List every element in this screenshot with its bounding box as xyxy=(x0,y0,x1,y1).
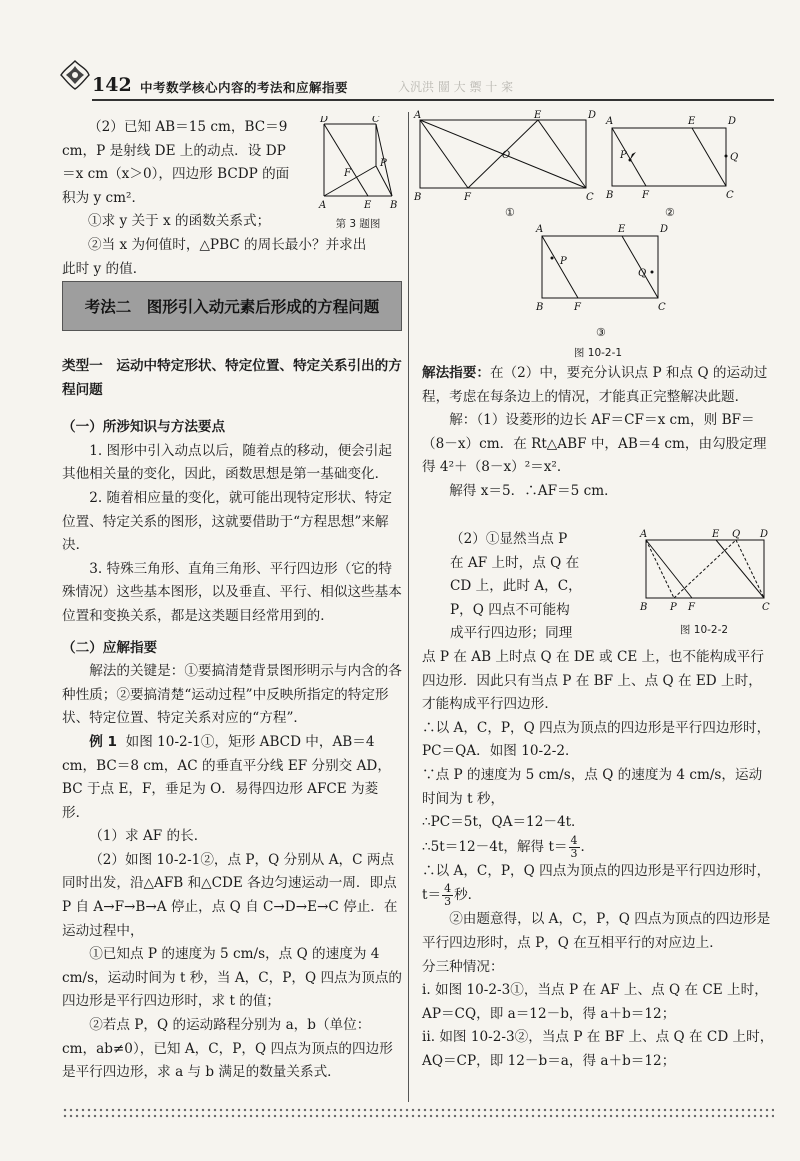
fig-3 xyxy=(535,224,668,313)
problem-line: （2）已知 AB＝15 cm，BC＝9 xyxy=(88,119,288,135)
sol-2: 解得 x＝5．∴AF＝5 cm． xyxy=(449,482,618,499)
svg-text:F: F xyxy=(344,168,351,179)
sol-9-end: 秒． xyxy=(454,887,482,904)
question-2a: ①已知点 P 的速度为 5 cm/s，点 Q 的速度为 4 cm/s，运动时间为 t 秒，当 A，C，P，Q 四点为顶点的四边形是平行四边形时，求 t 的值； xyxy=(62,946,403,1010)
problem-line: 积为 y cm²． xyxy=(62,189,146,206)
fig-label-3: ③ xyxy=(596,326,606,338)
sol-3-line: 成平行四边形；同理 xyxy=(450,625,573,642)
sol-11: 分三种情况： xyxy=(422,958,504,975)
fig-1 xyxy=(413,110,596,203)
point-3: 3. 特殊三角形、直角三角形、平行四边形（它的特殊情况）这些基本图形，以及垂直、平行、相似这些基本位置和变换关系，都是这类题目经常用到的． xyxy=(62,560,402,624)
header-rule xyxy=(92,99,774,101)
point-1: 1. 图形中引入动点以后，随着点的移动，便会引起其他相关量的变化，因此，函数思想是第一基础变化． xyxy=(62,442,392,483)
svg-text:D: D xyxy=(320,116,329,125)
svg-text:B: B xyxy=(606,190,614,201)
fraction-numerator: 4 xyxy=(444,882,452,896)
column-divider xyxy=(408,112,409,1102)
svg-text:B: B xyxy=(414,192,422,203)
sol-10: ②由题意得，以 A，C，P，Q 四点为顶点的四边形是平行四边形时，点 P，Q 在互相平行的对应边上． xyxy=(422,911,771,951)
svg-text:C: C xyxy=(372,116,380,125)
fraction-denominator: 3 xyxy=(570,846,578,860)
footer-ornament xyxy=(62,1107,774,1119)
svg-text:P: P xyxy=(560,256,567,267)
sol-8 xyxy=(422,835,774,860)
svg-text:A: A xyxy=(319,200,327,211)
sol-4: 点 P 在 AB 上时点 Q 在 DE 或 CE 上，也不能构成平行四边形．因此只有当点 P 在 BF 上、点 Q 在 ED 上时，才能构成平行四边形． xyxy=(422,649,764,713)
guide-text: 在（2）中，要充分认识点 P 和点 Q 的运动过程，考虑在每条边上的情况，才能真正完整解决此题． xyxy=(422,365,768,405)
sol-13: ii. 如图 10-2-3②，当点 P 在 BF 上、点 Q 在 CD 上时，AQ＝CP，即 12－b＝a，得 a＋b＝12； xyxy=(422,1029,774,1069)
svg-text:C: C xyxy=(586,192,594,203)
sol-7: ∴PC＝5t，QA＝12－4t． xyxy=(422,814,585,831)
type1-title: 类型一 运动中特定形状、特定位置、特定关系引出的方程问题 xyxy=(62,358,402,398)
sol-8-end: ． xyxy=(580,838,595,855)
question-1: （1）求 AF 的长． xyxy=(89,828,208,845)
figure-3-diagram xyxy=(310,116,406,216)
fraction-numerator: 4 xyxy=(570,833,578,847)
figure-3-caption: 第 3 题图 xyxy=(335,218,381,230)
right-body-bottom xyxy=(422,646,774,1074)
svg-text:Q: Q xyxy=(732,529,741,540)
svg-text:D: D xyxy=(728,116,737,127)
svg-text:C: C xyxy=(762,602,770,613)
problem-line: ①求 y 关于 x 的函数关系式； xyxy=(88,213,271,230)
svg-text:D: D xyxy=(588,110,597,121)
svg-text:P: P xyxy=(670,602,677,613)
svg-text:E: E xyxy=(364,200,372,211)
right-body-narrow xyxy=(422,528,632,646)
example-1 xyxy=(62,731,402,825)
figure-10-2-1-caption: 图 10-2-1 xyxy=(573,347,623,359)
figure-10-2-1-diagram xyxy=(412,108,776,338)
left-body xyxy=(62,355,402,1085)
svg-text:Q: Q xyxy=(730,152,739,163)
problem-line: ②当 x 为何值时，△PBC 的周长最小？并求出 xyxy=(88,237,367,253)
problem-line: cm，P 是射线 DE 上的动点．设 DP xyxy=(62,142,286,159)
sol-1: 解：（1）设菱形的边长 AF＝CF＝x cm，则 BF＝（8－x）cm．在 Rt△ABF 中，AB＝4 cm，由勾股定理得 4²＋（8－x）²＝x²． xyxy=(422,412,767,476)
key-method: 解法的关键是：①要搞清楚背景图形明示与内含的各种性质；②要搞清楚“运动过程”中反映所指定的特定形状、特定位置、特定关系对应的“方程”． xyxy=(62,663,402,727)
svg-text:B: B xyxy=(390,200,398,211)
problem-line: 此时 y 的值． xyxy=(62,260,147,277)
svg-text:F: F xyxy=(688,602,695,613)
svg-text:D: D xyxy=(660,224,669,235)
svg-text:C: C xyxy=(726,190,734,201)
sol-9-text: ∴以 A，C，P，Q 四点为顶点的四边形是平行四边形时，t＝ xyxy=(422,862,771,904)
sol-9 xyxy=(422,860,774,909)
svg-text:B: B xyxy=(536,302,544,313)
svg-text:E: E xyxy=(688,116,696,127)
svg-text:C: C xyxy=(658,302,666,313)
question-2: （2）如图 10-2-1②，点 P，Q 分别从 A，C 两点同时出发，沿△AFB 和△CDE 各边匀速运动一周．即点 P 自 A→F→B→A 停止，点 Q 自 C→D→E→C 停止．在运动过程中， xyxy=(62,851,398,939)
svg-text:A: A xyxy=(414,110,422,121)
sol-6: ∵点 P 的速度为 5 cm/s，点 Q 的速度为 4 cm/s，运动时间为 t 秒， xyxy=(422,766,763,807)
sol-5: ∴以 A，C，P，Q 四点为顶点的四边形是平行四边形时，PC＝QA．如图 10-2-2． xyxy=(422,719,771,760)
svg-text:A: A xyxy=(640,529,648,540)
figure-10-2-2-diagram xyxy=(636,528,774,618)
running-title: 中考数学核心内容的考法和应解指要 xyxy=(140,80,349,95)
svg-text:A: A xyxy=(536,224,544,235)
point-2: 2. 随着相应量的变化，就可能出现特定形状、特定位置、特定关系的图形，这就要借助于“方程思想”来解决． xyxy=(62,489,392,554)
fig-label-1: ① xyxy=(505,206,515,219)
svg-text:F: F xyxy=(574,302,581,313)
svg-text:P: P xyxy=(380,158,387,169)
svg-text:P: P xyxy=(620,150,627,161)
fig-2 xyxy=(605,116,738,201)
sol-12: i. 如图 10-2-3①，当点 P 在 AF 上、点 Q 在 CE 上时，AP＝CQ，即 a＝12－b，得 a＋b＝12； xyxy=(422,982,768,1022)
sec2-title: （二）应解指要 xyxy=(62,639,158,656)
sol-8-text: ∴5t＝12－4t，解得 t＝ xyxy=(422,838,568,855)
problem-block xyxy=(62,116,312,234)
svg-text:B: B xyxy=(640,602,648,613)
sol-3-line: 在 AF 上时，点 Q 在 xyxy=(450,554,580,571)
svg-text:Q: Q xyxy=(638,268,647,279)
svg-text:D: D xyxy=(760,529,769,540)
example-text: 如图 10-2-1①，矩形 ABCD 中，AB＝4 cm，BC＝8 cm，AC 的垂直平分线 EF 分别交 AD，BC 于点 E，F，垂足为 O．易得四边形 AFCE 为菱形． xyxy=(62,733,391,821)
page-number: 142 xyxy=(92,74,132,96)
problem-block-2 xyxy=(62,234,402,281)
svg-text:F: F xyxy=(642,190,649,201)
page-ornament xyxy=(58,58,92,92)
svg-text:O: O xyxy=(502,150,511,161)
svg-text:E: E xyxy=(618,224,626,235)
svg-text:E: E xyxy=(534,110,542,121)
sol-3-line: （2）①显然当点 P xyxy=(450,531,568,547)
sol-3-line: CD 上，此时 A，C， xyxy=(450,578,582,595)
section-banner: 考法二 图形引入动元素后形成的方程问题 xyxy=(62,281,402,331)
problem-line: ＝x cm（x＞0），四边形 BCDP 的面 xyxy=(62,166,290,183)
guide-label: 解法指要： xyxy=(422,365,490,381)
fraction xyxy=(442,883,453,908)
svg-text:F: F xyxy=(464,192,471,203)
question-2b: ②若点 P，Q 的运动路程分别为 a，b（单位：cm，ab≠0），已知 A，C，P，Q 四点为顶点的四边形是平行四边形，求 a 与 b 满足的数量关系式． xyxy=(62,1017,393,1081)
bleed-through-text: 入汎洪 闓 大 禦 十 宷 xyxy=(398,80,514,94)
right-body-top xyxy=(422,362,774,504)
fig-label-2: ② xyxy=(665,206,675,219)
example-label: 例 1 xyxy=(89,733,117,750)
sec1-title: （一）所涉知识与方法要点 xyxy=(62,419,226,436)
fraction-denominator: 3 xyxy=(444,895,452,909)
svg-text:E: E xyxy=(712,529,720,540)
fraction xyxy=(569,835,580,860)
svg-text:A: A xyxy=(606,116,614,127)
sol-3-line: P，Q 四点不可能构 xyxy=(450,601,570,618)
figure-10-2-2-caption: 图 10-2-2 xyxy=(679,624,729,636)
guide xyxy=(422,362,774,409)
